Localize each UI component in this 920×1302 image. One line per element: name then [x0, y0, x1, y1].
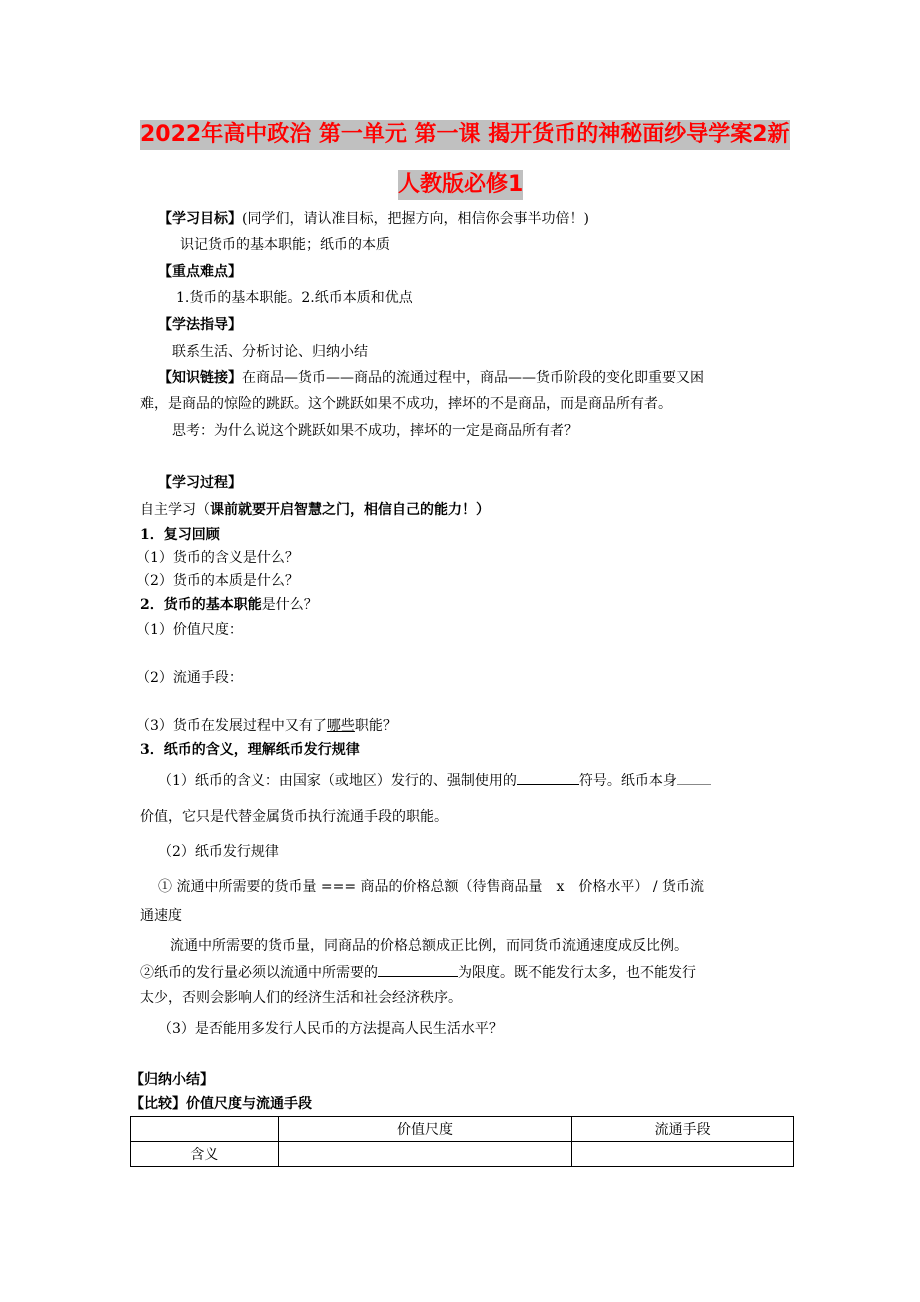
- section-2-bold: 2．货币的基本职能: [140, 597, 262, 613]
- key-points-heading: 【重点难点】: [158, 264, 242, 280]
- issuance-rule-heading: （2）纸币发行规律: [158, 844, 279, 860]
- question-2-3-a: （3）货币在发展过程中又有了: [136, 718, 327, 734]
- limit-line: [140, 962, 696, 983]
- definition-b: 符号。纸币本身: [578, 773, 677, 789]
- comparison-table: [130, 1116, 794, 1167]
- section-2-heading: [140, 595, 318, 615]
- limit-a: ②纸币的发行量必须以流通中所需要的: [140, 965, 378, 981]
- table-cell[interactable]: [278, 1142, 572, 1167]
- link-text1: 在商品—货币——商品的流通过程中，商品——货币阶段的变化即重要又困: [242, 370, 704, 386]
- table-header-cell: 价值尺度: [278, 1117, 572, 1142]
- link-text2: 难，是商品的惊险的跳跃。这个跳跃如果不成功，摔坏的不是商品，而是商品所有者。: [140, 396, 672, 412]
- fill-blank[interactable]: [517, 770, 579, 785]
- formula-line2: 通速度: [140, 908, 182, 924]
- compare-heading: 【比较】价值尺度与流通手段: [130, 1096, 312, 1112]
- doc-title-line2: 人教版必修1: [398, 170, 523, 200]
- objectives-note: (同学们，请认准目标，把握方向，相信你会事半功倍！): [242, 211, 589, 227]
- formula-line: ① 流通中所需要的货币量 === 商品的价格总额（待售商品量 x 价格水平） / 货币流: [158, 879, 705, 895]
- process-heading: 【学习过程】: [158, 475, 242, 491]
- definition-c: 价值，它只是代替金属货币执行流通手段的职能。: [140, 809, 448, 825]
- table-cell: 含义: [131, 1142, 279, 1167]
- definition-a: （1）纸币的含义：由国家（或地区）发行的、强制使用的: [158, 773, 517, 789]
- question-1-2: （2）货币的本质是什么？: [136, 573, 299, 589]
- key-points-text: 1.货币的基本职能。2.纸币本质和优点: [176, 290, 413, 306]
- question-3-3: （3）是否能用多发行人民币的方法提高人民生活水平？: [158, 1021, 503, 1037]
- question-1-1: （1）货币的含义是什么？: [136, 550, 299, 566]
- question-2-1: （1）价值尺度：: [136, 622, 243, 638]
- ratio-text: 流通中所需要的货币量，同商品的价格总额成正比例，而同货币流通速度成反比例。: [170, 938, 688, 954]
- table-header-row: [131, 1117, 794, 1142]
- limit-c: 太少，否则会影响人们的经济生活和社会经济秩序。: [140, 990, 462, 1006]
- objectives-line: [158, 209, 589, 229]
- self-study-line: [140, 500, 490, 520]
- link-heading: 【知识链接】: [158, 370, 242, 386]
- objectives-heading: 【学习目标】: [158, 211, 242, 227]
- question-2-2: （2）流通手段：: [136, 670, 243, 686]
- objectives-text: 识记货币的基本职能；纸币的本质: [180, 237, 390, 253]
- doc-title-line1: 2022年高中政治 第一单元 第一课 揭开货币的神秘面纱导学案2新: [140, 120, 790, 150]
- fill-blank[interactable]: [378, 962, 458, 977]
- table-header-cell: 流通手段: [572, 1117, 794, 1142]
- summary-heading: 【归纳小结】: [130, 1072, 214, 1088]
- question-2-3-b: 职能？: [354, 718, 397, 734]
- method-heading: 【学法指导】: [158, 317, 242, 333]
- paper-money-definition: [158, 770, 711, 791]
- link-think: 思考：为什么说这个跳跃如果不成功，摔坏的一定是商品所有者？: [172, 423, 578, 439]
- self-study-slogan: 课前就要开启智慧之门，相信自己的能力！）: [210, 502, 490, 518]
- method-text: 联系生活、分析讨论、归纳小结: [172, 344, 368, 360]
- question-2-3: [136, 716, 397, 736]
- self-study-label: 自主学习（: [140, 502, 210, 518]
- fill-blank[interactable]: [677, 770, 711, 785]
- table-row: [131, 1142, 794, 1167]
- link-line1: [158, 368, 704, 388]
- section-2-rest: 是什么？: [261, 597, 318, 613]
- table-cell[interactable]: [572, 1142, 794, 1167]
- table-header-cell: [131, 1117, 279, 1142]
- question-2-3-underlined: 哪些: [326, 718, 355, 734]
- section-3-heading: 3．纸币的含义，理解纸币发行规律: [140, 742, 360, 758]
- limit-b: 为限度。既不能发行太多，也不能发行: [458, 965, 696, 981]
- section-1-heading: 1．复习回顾: [140, 527, 220, 543]
